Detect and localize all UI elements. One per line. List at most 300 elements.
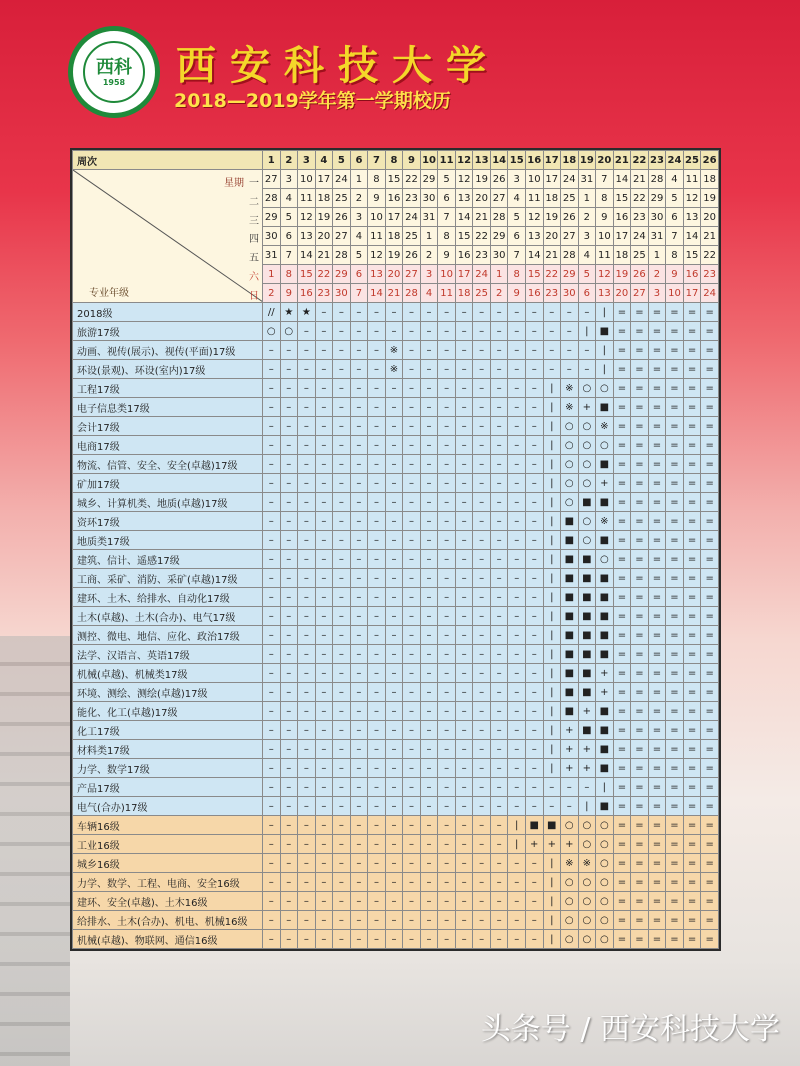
date-cell: 3 [508, 170, 526, 189]
date-cell: 10 [596, 227, 614, 246]
schedule-cell: – [315, 645, 333, 664]
schedule-cell: = [666, 360, 684, 379]
week-number: 8 [385, 151, 403, 170]
schedule-cell: – [490, 398, 508, 417]
date-cell: 21 [473, 208, 491, 227]
schedule-cell: – [298, 911, 316, 930]
schedule-cell: – [420, 740, 438, 759]
schedule-cell: – [280, 512, 298, 531]
schedule-cell: – [473, 588, 491, 607]
schedule-cell: – [525, 854, 543, 873]
schedule-cell: – [315, 930, 333, 949]
schedule-cell: – [455, 379, 473, 398]
date-cell: 21 [701, 227, 719, 246]
schedule-cell: – [403, 303, 421, 322]
schedule-cell: – [403, 702, 421, 721]
schedule-cell: – [263, 398, 281, 417]
schedule-cell: – [385, 512, 403, 531]
schedule-cell: – [420, 759, 438, 778]
schedule-cell: – [350, 759, 368, 778]
date-cell: 30 [420, 189, 438, 208]
schedule-cell: = [648, 702, 666, 721]
date-cell: 29 [420, 170, 438, 189]
date-cell: 19 [473, 170, 491, 189]
major-axis-label: 专业年级 [89, 288, 129, 299]
schedule-cell: – [438, 550, 456, 569]
schedule-cell: // [263, 303, 281, 322]
schedule-cell: = [701, 322, 719, 341]
date-cell: 2 [263, 284, 281, 303]
schedule-cell: – [508, 360, 526, 379]
schedule-cell: – [333, 474, 351, 493]
schedule-cell: – [455, 835, 473, 854]
schedule-cell: = [648, 740, 666, 759]
schedule-cell: – [525, 512, 543, 531]
schedule-cell: ○ [596, 911, 614, 930]
date-cell: 24 [561, 170, 579, 189]
date-cell: 19 [543, 208, 561, 227]
major-label: 旅游17级 [73, 322, 263, 341]
schedule-cell: – [438, 721, 456, 740]
date-cell: 3 [648, 284, 666, 303]
schedule-cell: ※ [561, 398, 579, 417]
date-cell: 19 [315, 208, 333, 227]
schedule-cell: – [438, 398, 456, 417]
schedule-cell: = [701, 607, 719, 626]
schedule-cell: – [403, 531, 421, 550]
schedule-cell: = [701, 341, 719, 360]
schedule-cell: – [385, 930, 403, 949]
schedule-cell: – [508, 417, 526, 436]
schedule-cell: + [578, 398, 596, 417]
schedule-cell: ○ [578, 816, 596, 835]
schedule-cell: – [350, 930, 368, 949]
schedule-cell: = [648, 930, 666, 949]
schedule-cell: – [350, 550, 368, 569]
schedule-cell: – [385, 436, 403, 455]
schedule-cell: = [666, 664, 684, 683]
calendar-grid [72, 150, 719, 949]
schedule-cell: = [683, 626, 701, 645]
schedule-cell: = [648, 759, 666, 778]
major-row [73, 550, 719, 569]
schedule-cell: – [263, 493, 281, 512]
schedule-cell: – [490, 569, 508, 588]
schedule-cell: = [631, 550, 649, 569]
schedule-cell: ■ [578, 721, 596, 740]
schedule-cell: = [683, 759, 701, 778]
date-cell: 14 [368, 284, 386, 303]
schedule-cell: – [263, 835, 281, 854]
schedule-cell: – [263, 721, 281, 740]
schedule-cell: = [683, 607, 701, 626]
major-row [73, 322, 719, 341]
schedule-cell: – [298, 341, 316, 360]
schedule-cell: = [683, 398, 701, 417]
schedule-cell: – [315, 740, 333, 759]
schedule-cell: ※ [561, 379, 579, 398]
date-cell: 27 [490, 189, 508, 208]
schedule-cell: = [683, 455, 701, 474]
date-cell: 24 [701, 284, 719, 303]
schedule-cell: – [578, 341, 596, 360]
schedule-cell: = [683, 341, 701, 360]
schedule-cell: – [455, 588, 473, 607]
schedule-cell: = [666, 569, 684, 588]
schedule-cell: – [298, 930, 316, 949]
date-cell: 15 [525, 265, 543, 284]
schedule-cell: – [333, 512, 351, 531]
schedule-cell: ■ [596, 759, 614, 778]
schedule-cell: – [438, 816, 456, 835]
date-cell: 13 [368, 265, 386, 284]
date-cell: 21 [385, 284, 403, 303]
schedule-cell: – [438, 417, 456, 436]
schedule-cell: = [701, 303, 719, 322]
schedule-cell: – [315, 512, 333, 531]
date-cell: 5 [280, 208, 298, 227]
date-cell: 8 [280, 265, 298, 284]
schedule-cell: | [543, 569, 561, 588]
schedule-cell: ○ [578, 474, 596, 493]
schedule-cell: – [420, 531, 438, 550]
schedule-cell: = [648, 835, 666, 854]
schedule-cell: = [613, 683, 631, 702]
week-number: 1 [263, 151, 281, 170]
schedule-cell: – [490, 607, 508, 626]
schedule-cell: – [333, 322, 351, 341]
schedule-cell: – [561, 360, 579, 379]
date-cell: 29 [648, 189, 666, 208]
schedule-cell: – [455, 493, 473, 512]
schedule-cell: – [578, 360, 596, 379]
schedule-cell: – [263, 474, 281, 493]
schedule-cell: – [315, 835, 333, 854]
schedule-cell: = [683, 664, 701, 683]
schedule-cell: – [385, 455, 403, 474]
schedule-cell: ○ [561, 493, 579, 512]
date-cell: 12 [455, 170, 473, 189]
date-cell: 15 [385, 170, 403, 189]
schedule-cell: – [543, 778, 561, 797]
schedule-cell: ○ [263, 322, 281, 341]
logo-text: 西科 [96, 56, 132, 78]
date-cell: 28 [333, 246, 351, 265]
schedule-cell: – [473, 930, 491, 949]
schedule-cell: – [368, 702, 386, 721]
schedule-cell: – [420, 436, 438, 455]
date-cell: 18 [613, 246, 631, 265]
week-number: 15 [508, 151, 526, 170]
week-number: 16 [525, 151, 543, 170]
schedule-cell: – [385, 379, 403, 398]
date-cell: 27 [403, 265, 421, 284]
date-cell: 3 [280, 170, 298, 189]
schedule-cell: – [473, 303, 491, 322]
date-cell: 18 [385, 227, 403, 246]
date-cell: 4 [666, 170, 684, 189]
schedule-cell: – [490, 721, 508, 740]
schedule-cell: – [385, 474, 403, 493]
date-cell: 20 [613, 284, 631, 303]
major-row [73, 360, 719, 379]
schedule-cell: – [263, 930, 281, 949]
schedule-cell: ○ [596, 436, 614, 455]
schedule-cell: – [473, 493, 491, 512]
date-cell: 24 [333, 170, 351, 189]
schedule-cell: ■ [561, 664, 579, 683]
schedule-cell: – [368, 854, 386, 873]
schedule-cell: – [403, 436, 421, 455]
date-cell: 16 [385, 189, 403, 208]
schedule-cell: – [473, 854, 491, 873]
schedule-cell: = [701, 379, 719, 398]
schedule-cell: – [350, 778, 368, 797]
schedule-cell: – [368, 436, 386, 455]
schedule-cell: = [613, 702, 631, 721]
schedule-cell: = [666, 436, 684, 455]
schedule-cell: – [438, 683, 456, 702]
schedule-cell: – [298, 512, 316, 531]
schedule-cell: ○ [578, 911, 596, 930]
schedule-cell: – [368, 531, 386, 550]
schedule-cell: = [666, 303, 684, 322]
date-cell: 30 [648, 208, 666, 227]
schedule-cell: – [403, 645, 421, 664]
date-cell: 18 [455, 284, 473, 303]
major-row [73, 493, 719, 512]
schedule-cell: = [701, 550, 719, 569]
schedule-cell: – [368, 550, 386, 569]
schedule-cell: – [455, 683, 473, 702]
major-row [73, 854, 719, 873]
schedule-cell: – [368, 322, 386, 341]
schedule-cell: – [333, 778, 351, 797]
major-row [73, 588, 719, 607]
schedule-cell: – [508, 702, 526, 721]
major-row [73, 816, 719, 835]
schedule-cell: = [613, 778, 631, 797]
schedule-cell: ○ [596, 930, 614, 949]
schedule-cell: – [315, 341, 333, 360]
date-cell: 28 [403, 284, 421, 303]
date-cell: 16 [613, 208, 631, 227]
schedule-cell: = [701, 778, 719, 797]
schedule-cell: – [368, 911, 386, 930]
major-row [73, 835, 719, 854]
schedule-cell: – [525, 702, 543, 721]
date-cell: 15 [455, 227, 473, 246]
schedule-cell: ○ [578, 892, 596, 911]
schedule-cell: ■ [561, 607, 579, 626]
major-row [73, 930, 719, 949]
schedule-cell: – [490, 436, 508, 455]
date-cell: 23 [631, 208, 649, 227]
schedule-cell: – [315, 873, 333, 892]
schedule-cell: ■ [596, 398, 614, 417]
schedule-cell: = [666, 873, 684, 892]
schedule-cell: ※ [596, 512, 614, 531]
schedule-cell: – [455, 873, 473, 892]
schedule-cell: – [438, 759, 456, 778]
date-cell: 13 [596, 284, 614, 303]
schedule-cell: | [543, 626, 561, 645]
schedule-cell: + [578, 759, 596, 778]
schedule-cell: – [403, 740, 421, 759]
date-cell: 18 [701, 170, 719, 189]
date-cell: 7 [280, 246, 298, 265]
schedule-cell: – [385, 569, 403, 588]
schedule-cell: = [648, 531, 666, 550]
date-cell: 22 [473, 227, 491, 246]
schedule-cell: – [280, 436, 298, 455]
schedule-cell: – [350, 341, 368, 360]
schedule-cell: ※ [385, 360, 403, 379]
date-cell: 28 [561, 246, 579, 265]
schedule-cell: – [385, 702, 403, 721]
schedule-cell: = [631, 664, 649, 683]
major-label: 土木(卓越)、土木(合办)、电气17级 [73, 607, 263, 626]
schedule-cell: – [315, 797, 333, 816]
schedule-cell: – [403, 550, 421, 569]
schedule-cell: = [631, 873, 649, 892]
schedule-cell: – [280, 702, 298, 721]
calendar-subtitle: 2018—2019学年第一学期校历 [174, 90, 451, 112]
schedule-cell: – [508, 531, 526, 550]
schedule-cell: – [315, 626, 333, 645]
schedule-cell: = [631, 892, 649, 911]
schedule-cell: – [455, 303, 473, 322]
schedule-cell: – [350, 512, 368, 531]
major-row [73, 892, 719, 911]
date-cell: 15 [298, 265, 316, 284]
schedule-cell: ○ [561, 474, 579, 493]
weekday-name: 一 [249, 178, 259, 189]
schedule-cell: – [438, 854, 456, 873]
major-row [73, 873, 719, 892]
schedule-cell: – [525, 360, 543, 379]
schedule-cell: – [508, 455, 526, 474]
schedule-cell: – [333, 550, 351, 569]
date-cell: 5 [578, 265, 596, 284]
schedule-cell: – [490, 740, 508, 759]
schedule-cell: – [403, 512, 421, 531]
schedule-cell: – [473, 911, 491, 930]
schedule-cell: – [455, 360, 473, 379]
schedule-cell: – [385, 303, 403, 322]
major-label: 环设(景观)、环设(室内)17级 [73, 360, 263, 379]
date-cell: 16 [298, 284, 316, 303]
schedule-cell: – [368, 930, 386, 949]
date-cell: 6 [578, 284, 596, 303]
schedule-cell: – [455, 531, 473, 550]
schedule-cell: – [438, 797, 456, 816]
schedule-cell: – [350, 854, 368, 873]
schedule-cell: – [280, 493, 298, 512]
schedule-cell: – [438, 626, 456, 645]
schedule-cell: – [298, 816, 316, 835]
week-number: 17 [543, 151, 561, 170]
schedule-cell: – [473, 436, 491, 455]
schedule-cell: – [438, 360, 456, 379]
schedule-cell: – [280, 626, 298, 645]
schedule-cell: – [490, 531, 508, 550]
schedule-cell: = [631, 683, 649, 702]
schedule-cell: – [525, 493, 543, 512]
schedule-cell: – [280, 588, 298, 607]
campus-building-photo [0, 636, 70, 1066]
schedule-cell: – [368, 835, 386, 854]
schedule-cell: ※ [578, 854, 596, 873]
schedule-cell: = [648, 721, 666, 740]
schedule-cell: = [683, 550, 701, 569]
schedule-cell: – [490, 778, 508, 797]
schedule-cell: – [473, 531, 491, 550]
schedule-cell: = [631, 759, 649, 778]
schedule-cell: = [613, 474, 631, 493]
schedule-cell: – [578, 778, 596, 797]
major-label: 会计17级 [73, 417, 263, 436]
schedule-cell: = [631, 569, 649, 588]
schedule-cell: – [280, 911, 298, 930]
schedule-cell: ■ [596, 493, 614, 512]
schedule-cell: – [420, 797, 438, 816]
schedule-cell: | [543, 892, 561, 911]
schedule-cell: – [385, 417, 403, 436]
schedule-cell: – [280, 873, 298, 892]
schedule-cell: = [683, 873, 701, 892]
date-cell: 25 [333, 189, 351, 208]
date-cell: 7 [508, 246, 526, 265]
date-cell: 17 [315, 170, 333, 189]
schedule-cell: – [420, 569, 438, 588]
schedule-cell: – [333, 740, 351, 759]
schedule-cell: = [666, 854, 684, 873]
schedule-cell: = [683, 835, 701, 854]
schedule-cell: – [490, 930, 508, 949]
schedule-cell: = [648, 778, 666, 797]
date-cell: 10 [666, 284, 684, 303]
schedule-cell: = [701, 360, 719, 379]
schedule-cell: – [473, 721, 491, 740]
schedule-cell: – [298, 721, 316, 740]
schedule-cell: – [473, 797, 491, 816]
schedule-cell: – [403, 322, 421, 341]
schedule-cell: ○ [578, 417, 596, 436]
schedule-cell: – [298, 892, 316, 911]
schedule-cell: – [350, 569, 368, 588]
schedule-cell: – [490, 455, 508, 474]
schedule-cell: ※ [385, 341, 403, 360]
date-cell: 16 [525, 284, 543, 303]
date-cell: 30 [333, 284, 351, 303]
date-cell: 19 [385, 246, 403, 265]
schedule-cell: – [438, 778, 456, 797]
schedule-cell: – [315, 474, 333, 493]
schedule-cell: – [473, 550, 491, 569]
schedule-cell: = [701, 436, 719, 455]
schedule-cell: = [701, 645, 719, 664]
schedule-cell: – [315, 911, 333, 930]
date-cell: 18 [543, 189, 561, 208]
major-row [73, 721, 719, 740]
date-cell: 7 [596, 170, 614, 189]
schedule-cell: ■ [561, 569, 579, 588]
major-label: 城乡、计算机类、地质(卓越)17级 [73, 493, 263, 512]
schedule-cell: – [368, 588, 386, 607]
date-cell: 16 [455, 246, 473, 265]
date-cell: 1 [490, 265, 508, 284]
